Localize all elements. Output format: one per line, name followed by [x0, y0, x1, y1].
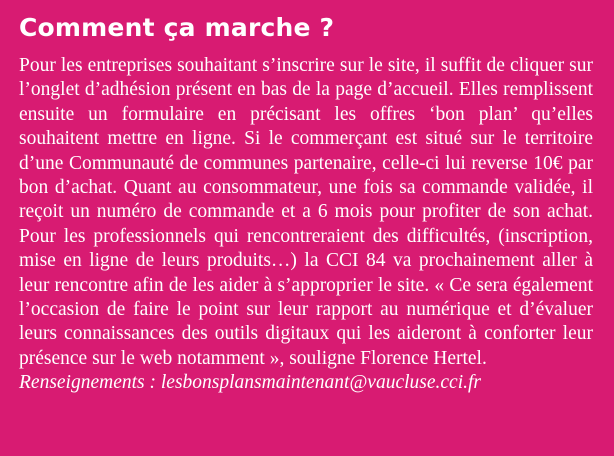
contact-info: Renseignements : lesbonsplansmaintenant@vaucluse.cci.fr — [19, 372, 482, 394]
box-body-text: Pour les entreprises souhaitant s’inscrire sur le site, il suffit de cliquer sur l’onglet d’adhésion présent en bas de la page d’accueil. Elles remplissent ensuite un formulaire en précisant les offres ‘bon plan’ qu’elles souhaitent mettre en ligne. Si le commerçant est situé sur le territoire d’une Communauté de communes partenaire, celle-ci lui reverse 10€ par bon d’achat. Quant au consommateur, une fois sa commande validée, il reçoit un numéro de commande et a 6 mois pour profiter de son achat. Pour les professionnels qui rencontreraient des difficultés, (inscription, mise en ligne de leurs produits…) la CCI 84 va prochainement aller à leur rencontre afin de les aider à s’approprier le site. « Ce sera également l’occasion de faire le point sur leur rapport au numérique et d’évaluer leurs connaissances des outils digitaux qui les aideront à conforter leur présence sur le web notamment », souligne Florence Hertel. — [19, 55, 593, 369]
box-title: Comment ça marche ? — [19, 13, 335, 42]
